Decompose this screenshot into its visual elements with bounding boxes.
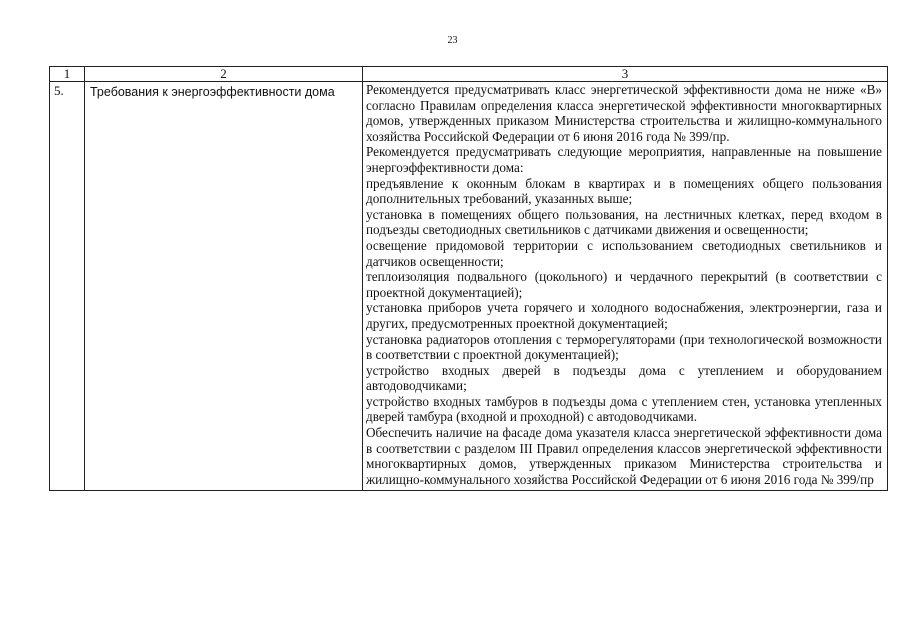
requirement-title: Требования к энергоэффективности дома	[85, 82, 363, 491]
paragraph-metering: установка приборов учета горячего и холодного водоснабжения, электроэнергии, газа и других, предусмотренных проектной документацией;	[366, 300, 882, 331]
paragraph-entrance-doors: устройство входных дверей в подъезды дома с утеплением и оборудованием автодоводчиками;	[366, 362, 882, 394]
paragraph-radiators: установка радиаторов отопления с терморегуляторами (при технологической возможности в соответствии с проектной документацией);	[366, 331, 882, 363]
paragraph-vestibules: устройство входных тамбуров в подъезды дома с утеплением стен, установка утепленных дверей тамбура (входной и проходной) с автодоводчиками.	[366, 393, 882, 425]
paragraph-window-blocks: предъявление к оконным блокам в квартирах и в помещениях общего пользования дополнительных требований, указанных выше;	[366, 175, 882, 207]
recommendations-cell	[363, 82, 888, 491]
paragraph-insulation: теплоизоляция подвального (цокольного) и чердачного перекрытий (в соответствии с проектной документацией);	[366, 269, 882, 300]
table-row	[50, 82, 888, 491]
paragraph-facade-indicator: Обеспечить наличие на фасаде дома указателя класса энергетической эффективности дома в соответствии с разделом III Правил определения классов энергетической эффективности многоквартирных домов, утвержденных приказом Министерства строительства и жилищно-коммунального хозяйства Российской Федерации от 6 июня 2016 года № 399/пр	[366, 425, 882, 487]
paragraph-outdoor-lighting: освещение придомовой территории с использованием светодиодных светильников и датчиков освещенности;	[366, 237, 882, 269]
table-header-row	[50, 67, 888, 82]
column-header-2: 2	[85, 67, 363, 82]
page-number: 23	[447, 35, 458, 46]
row-number: 5.	[50, 82, 85, 491]
column-header-1: 1	[50, 67, 85, 82]
requirements-table	[49, 66, 888, 491]
paragraph-energy-class: Рекомендуется предусматривать класс энергетической эффективности дома не ниже «В» согласно Правилам определения класса энергетической эффективности многоквартирных домов, утвержденных приказом Министерства строительства и жилищно-коммунального хозяйства Российской Федерации от 6 июня 2016 года № 399/пр.	[366, 82, 882, 144]
paragraph-led-lighting: установка в помещениях общего пользования, на лестничных клетках, перед входом в подъезды светодиодных светильников с датчиками движения и освещенности;	[366, 206, 882, 238]
paragraph-measures-intro: Рекомендуется предусматривать следующие мероприятия, направленные на повышение энергоэффективности дома:	[366, 144, 882, 175]
column-header-3: 3	[363, 67, 888, 82]
